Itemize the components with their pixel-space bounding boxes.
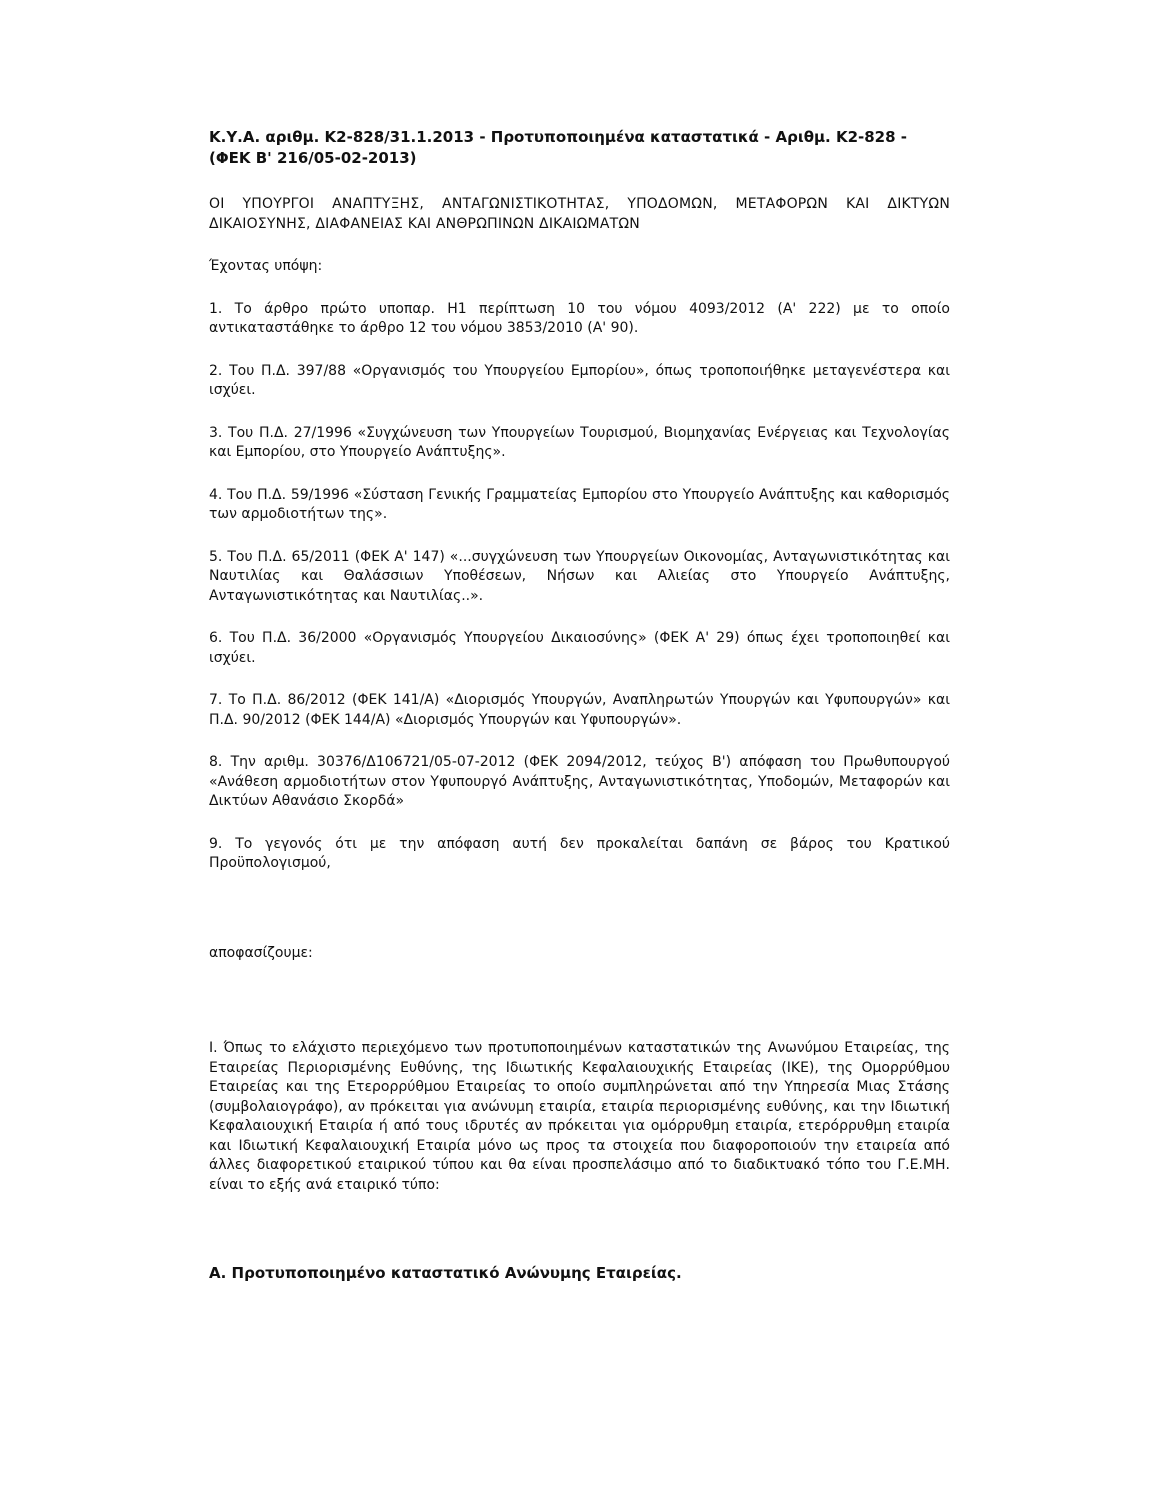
list-item: 1. Το άρθρο πρώτο υποπαρ. Η1 περίπτωση 10 του νόμου 4093/2012 (Α' 222) με το οποίο αντικαταστάθηκε το άρθρο 12 του νόμου 3853/2010 (Α' 90). (209, 300, 950, 336)
list-item: 7. Το Π.Δ. 86/2012 (ΦΕΚ 141/Α) «Διορισμός Υπουργών, Αναπληρωτών Υπουργών και Υφυπουργών» και Π.Δ. 90/2012 (ΦΕΚ 144/Α) «Διορισμός Υπουργών και Υφυπουργών». (209, 692, 950, 728)
document-body (209, 127, 950, 1284)
document-title: Κ.Υ.Α. αριθμ. Κ2-828/31.1.2013 - Προτυποποιημένα καταστατικά - Αριθμ. Κ2-828 - (ΦΕΚ Β' 216/05-02-2013) (209, 128, 908, 167)
considering-label: Έχοντας υπόψη: (209, 258, 323, 274)
list-item: 4. Του Π.Δ. 59/1996 «Σύσταση Γενικής Γραμματείας Εμπορίου στο Υπουργείο Ανάπτυξης και καθορισμός των αρμοδιοτήτων της». (209, 486, 950, 522)
section-a-heading: Α. Προτυποποιημένο καταστατικό Ανώνυμης Εταιρείας. (209, 1264, 682, 1282)
article-i-paragraph: Ι. Όπως το ελάχιστο περιεχόμενο των προτυποποιημένων καταστατικών της Ανωνύμου Εταιρείας, της Εταιρείας Περιορισμένης Ευθύνης, της Ιδιωτικής Κεφαλαιουχικής Εταιρείας (ΙΚΕ), της Ομορρύθμου Εταιρείας και της Ετερορρύθμου Εταιρείας το οποίο συμπληρώνεται από την Υπηρεσία Μιας Στάσης (συμβολαιογράφο), αν πρόκειται για ανώνυμη εταιρία, εταιρία περιορισμένης ευθύνης, και την Ιδιωτική Κεφαλαιουχική Εταιρία ή από τους ιδρυτές αν πρόκειται για ομόρρυθμη εταιρία, ετερόρρυθμη εταιρία και Ιδιωτική Κεφαλαιουχική Εταιρία μόνο ως προς τα στοιχεία που διαφοροποιούν την εταιρεία από άλλες διαφορετικού εταιρικού τύπου και θα είναι προσπελάσιμο από το διαδικτυακό τόπο του Γ.Ε.ΜΗ. είναι το εξής ανά εταιρικό τύπο: (209, 1040, 950, 1193)
decision-label: αποφασίζουμε: (209, 944, 313, 961)
ministers-heading: ΟΙ ΥΠΟΥΡΓΟΙ ΑΝΑΠΤΥΞΗΣ, ΑΝΤΑΓΩΝΙΣΤΙΚΟΤΗΤΑΣ, ΥΠΟΔΟΜΩΝ, ΜΕΤΑΦΟΡΩΝ ΚΑΙ ΔΙΚΤΥΩΝ ΔΙΚΑΙΟΣΥΝΗΣ, ΔΙΑΦΑΝΕΙΑΣ ΚΑΙ ΑΝΘΡΩΠΙΝΩΝ ΔΙΚΑΙΩΜΑΤΩΝ (209, 196, 950, 232)
list-item: 9. Το γεγονός ότι με την απόφαση αυτή δεν προκαλείται δαπάνη σε βάρος του Κρατικού Προϋπολογισμού, (209, 835, 950, 871)
list-item: 6. Του Π.Δ. 36/2000 «Οργανισμός Υπουργείου Δικαιοσύνης» (ΦΕΚ Α' 29) όπως έχει τροποποιηθεί και ισχύει. (209, 630, 950, 666)
list-item: 2. Του Π.Δ. 397/88 «Οργανισμός του Υπουργείου Εμπορίου», όπως τροποποιήθηκε μεταγενέστερα και ισχύει. (209, 362, 950, 398)
list-item: 5. Του Π.Δ. 65/2011 (ΦΕΚ Α' 147) «...συγχώνευση των Υπουργείων Οικονομίας, Ανταγωνιστικότητας και Ναυτιλίας και Θαλάσσιων Υποθέσεων, Νήσων και Αλιείας στο Υπουργείο Ανάπτυξης, Ανταγωνιστικότητας και Ναυτιλίας..». (209, 548, 950, 604)
list-item: 3. Του Π.Δ. 27/1996 «Συγχώνευση των Υπουργείων Τουρισμού, Βιομηχανίας Ενέργειας και Τεχνολογίας και Εμπορίου, στο Υπουργείο Ανάπτυξης». (209, 424, 950, 460)
list-item: 8. Την αριθμ. 30376/Δ106721/05-07-2012 (ΦΕΚ 2094/2012, τεύχος Β') απόφαση του Πρωθυπουργού «Ανάθεση αρμοδιοτήτων στον Υφυπουργό Ανάπτυξης, Ανταγωνιστικότητας, Υποδομών, Μεταφορών και Δικτύων Αθανάσιο Σκορδά» (209, 754, 950, 809)
